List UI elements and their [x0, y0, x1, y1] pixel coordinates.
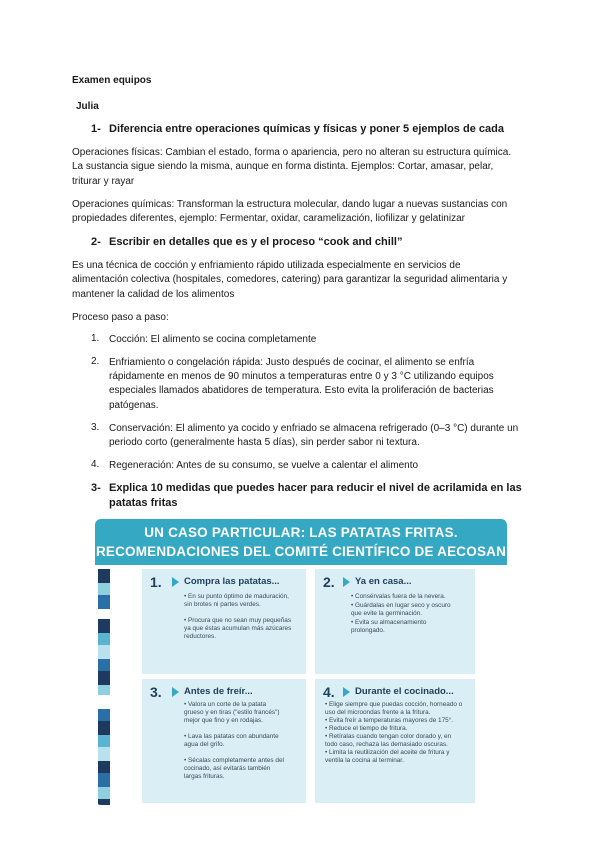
card-text-line: prolongado. — [351, 627, 385, 634]
q1-heading: Diferencia entre operaciones químicas y físicas y poner 5 ejemplos de cada — [109, 123, 504, 135]
decorative-stripes — [95, 565, 113, 805]
q1-paragraph-line: propiedades diferentes, ejemplo: Fermentar, oxidar, caramelización, liofilizar y gelatinizar — [72, 213, 465, 224]
card-text-line: ya que éstas acumulan más azúcares — [184, 625, 292, 632]
step-line: rápidamente en menos de 90 minutos a temperaturas entre 0 y 3 °C utilizando equipos — [109, 371, 494, 382]
banner-title-line2: RECOMENDACIONES DEL COMITÉ CIENTÍFICO DE AECOSAN — [95, 544, 507, 559]
arrow-right-icon — [172, 577, 179, 587]
q2-heading: Escribir en detalles que es y el proceso “cook and chill” — [109, 236, 403, 248]
q3-heading-line: patatas fritas — [109, 497, 178, 509]
card-title: Durante el cocinado... — [355, 686, 454, 697]
card-number: 3. — [150, 684, 162, 700]
card-text-line: • Consérvalas fuera de la nevera. — [351, 593, 446, 600]
q2-paragraph-line: mantener la calidad de los alimentos — [72, 289, 235, 300]
step-line: Conservación: El alimento ya cocido y enfriado se almacena refrigerado (0–3 °C) durante un — [109, 423, 519, 434]
card-text-line: grueso y en tiras ("estilo francés") — [184, 709, 280, 716]
step-line: periodo corto (generalmente hasta 5 días), sin perder sabor ni textura. — [109, 437, 420, 448]
arrow-right-icon — [172, 687, 179, 697]
card-text-line: cocinado, así evitarás también — [184, 765, 271, 772]
step-line: especiales llamados abatidores de temperatura. Esto evita la proliferación de bacterias — [109, 385, 494, 396]
q1-paragraph-line: La sustancia sigue siendo la misma, aunque en forma distinta. Ejemplos: Cortar, amasar, pelar, — [72, 161, 494, 172]
card-buy-potatoes — [142, 569, 306, 674]
q1-paragraph-line: Operaciones químicas: Transforman la estructura molecular, dando lugar a nuevas sustancias con — [72, 199, 508, 210]
acrylamide-infographic — [95, 519, 507, 805]
document-title: Examen equipos — [72, 75, 152, 86]
card-text-line: • Guárdalas en lugar seco y oscuro — [351, 602, 451, 609]
card-number: 1. — [150, 574, 162, 590]
card-text-line: • Procura que no sean muy pequeñas — [184, 617, 292, 624]
card-text-line: • Elige siempre que puedas cocción, horneado o — [325, 701, 463, 708]
card-title: Ya en casa... — [355, 576, 412, 587]
step-line: Regeneración: Antes de su consumo, se vuelve a calentar el alimento — [109, 460, 419, 471]
step-number: 3. — [91, 422, 100, 433]
card-text-line: • Evita su almacenamiento — [351, 619, 427, 626]
card-text-line: • Retíralas cuando tengan color dorado y, en — [325, 733, 452, 740]
step-number: 4. — [91, 459, 100, 470]
banner-title-line1: UN CASO PARTICULAR: LAS PATATAS FRITAS. — [144, 525, 458, 540]
author-name: Julia — [76, 101, 99, 112]
card-text-line: ventila la cocina al terminar. — [325, 757, 404, 764]
arrow-right-icon — [343, 687, 350, 697]
card-text-line: • Sécalas completamente antes del — [184, 757, 284, 764]
card-text-line: • Evita freír a temperaturas mayores de 175°. — [325, 717, 454, 724]
step-line: patógenas. — [109, 400, 159, 411]
steps-intro: Proceso paso a paso: — [72, 312, 169, 323]
card-during-cooking — [315, 679, 475, 803]
step-number: 1. — [91, 333, 100, 344]
card-text-line: largas frituras. — [184, 773, 225, 780]
step-line: Cocción: El alimento se cocina completamente — [109, 334, 317, 345]
card-text-line: todo caso, rechaza las demasiado oscuras. — [325, 741, 448, 748]
q2-paragraph-line: Es una técnica de cocción y enfriamiento rápido utilizada especialmente en servicios de — [72, 260, 461, 271]
step-number: 2. — [91, 356, 100, 367]
card-text-line: mejor que fino y en rodajas. — [184, 717, 263, 724]
q3-number: 3- — [91, 482, 101, 494]
card-text-line: • En su punto óptimo de maduración, — [184, 593, 289, 600]
card-text-line: • Lava las patatas con abundante — [184, 733, 279, 740]
q3-heading-line: Explica 10 medidas que puedes hacer para reducir el nivel de acrilamida en las — [109, 482, 522, 494]
card-text-line: uso del microondas frente a la fritura. — [325, 709, 431, 716]
card-text-line: agua del grifo. — [184, 741, 225, 748]
card-title: Compra las patatas... — [184, 576, 280, 587]
q1-number: 1- — [91, 123, 101, 135]
card-text-line: • Limita la reutilización del aceite de fritura y — [325, 749, 450, 756]
infographic-banner — [95, 519, 507, 565]
card-text-line: sin brotes ni partes verdes. — [184, 601, 261, 608]
card-at-home — [315, 569, 475, 674]
card-text-line: • Reduce el tiempo de fritura. — [325, 725, 408, 732]
arrow-right-icon — [343, 577, 350, 587]
q2-paragraph-line: alimentación colectiva (hospitales, comedores, catering) para garantizar la seguridad alimentaria y — [72, 274, 508, 285]
card-title: Antes de freír... — [184, 686, 253, 697]
card-text-line: • Valora un corte de la patata — [184, 701, 267, 708]
card-text-line: reductores. — [184, 633, 216, 640]
card-number: 4. — [323, 684, 335, 700]
card-before-frying — [142, 679, 306, 803]
q1-paragraph-line: triturar y rayar — [72, 176, 135, 187]
card-text-line: que evite la germinación. — [351, 610, 423, 617]
q1-paragraph-line: Operaciones físicas: Cambian el estado, forma o apariencia, pero no alteran su estructura química. — [72, 147, 512, 158]
q2-number: 2- — [91, 236, 101, 248]
step-line: Enfriamiento o congelación rápida: Justo después de cocinar, el alimento se enfría — [109, 357, 475, 368]
card-number: 2. — [323, 574, 335, 590]
